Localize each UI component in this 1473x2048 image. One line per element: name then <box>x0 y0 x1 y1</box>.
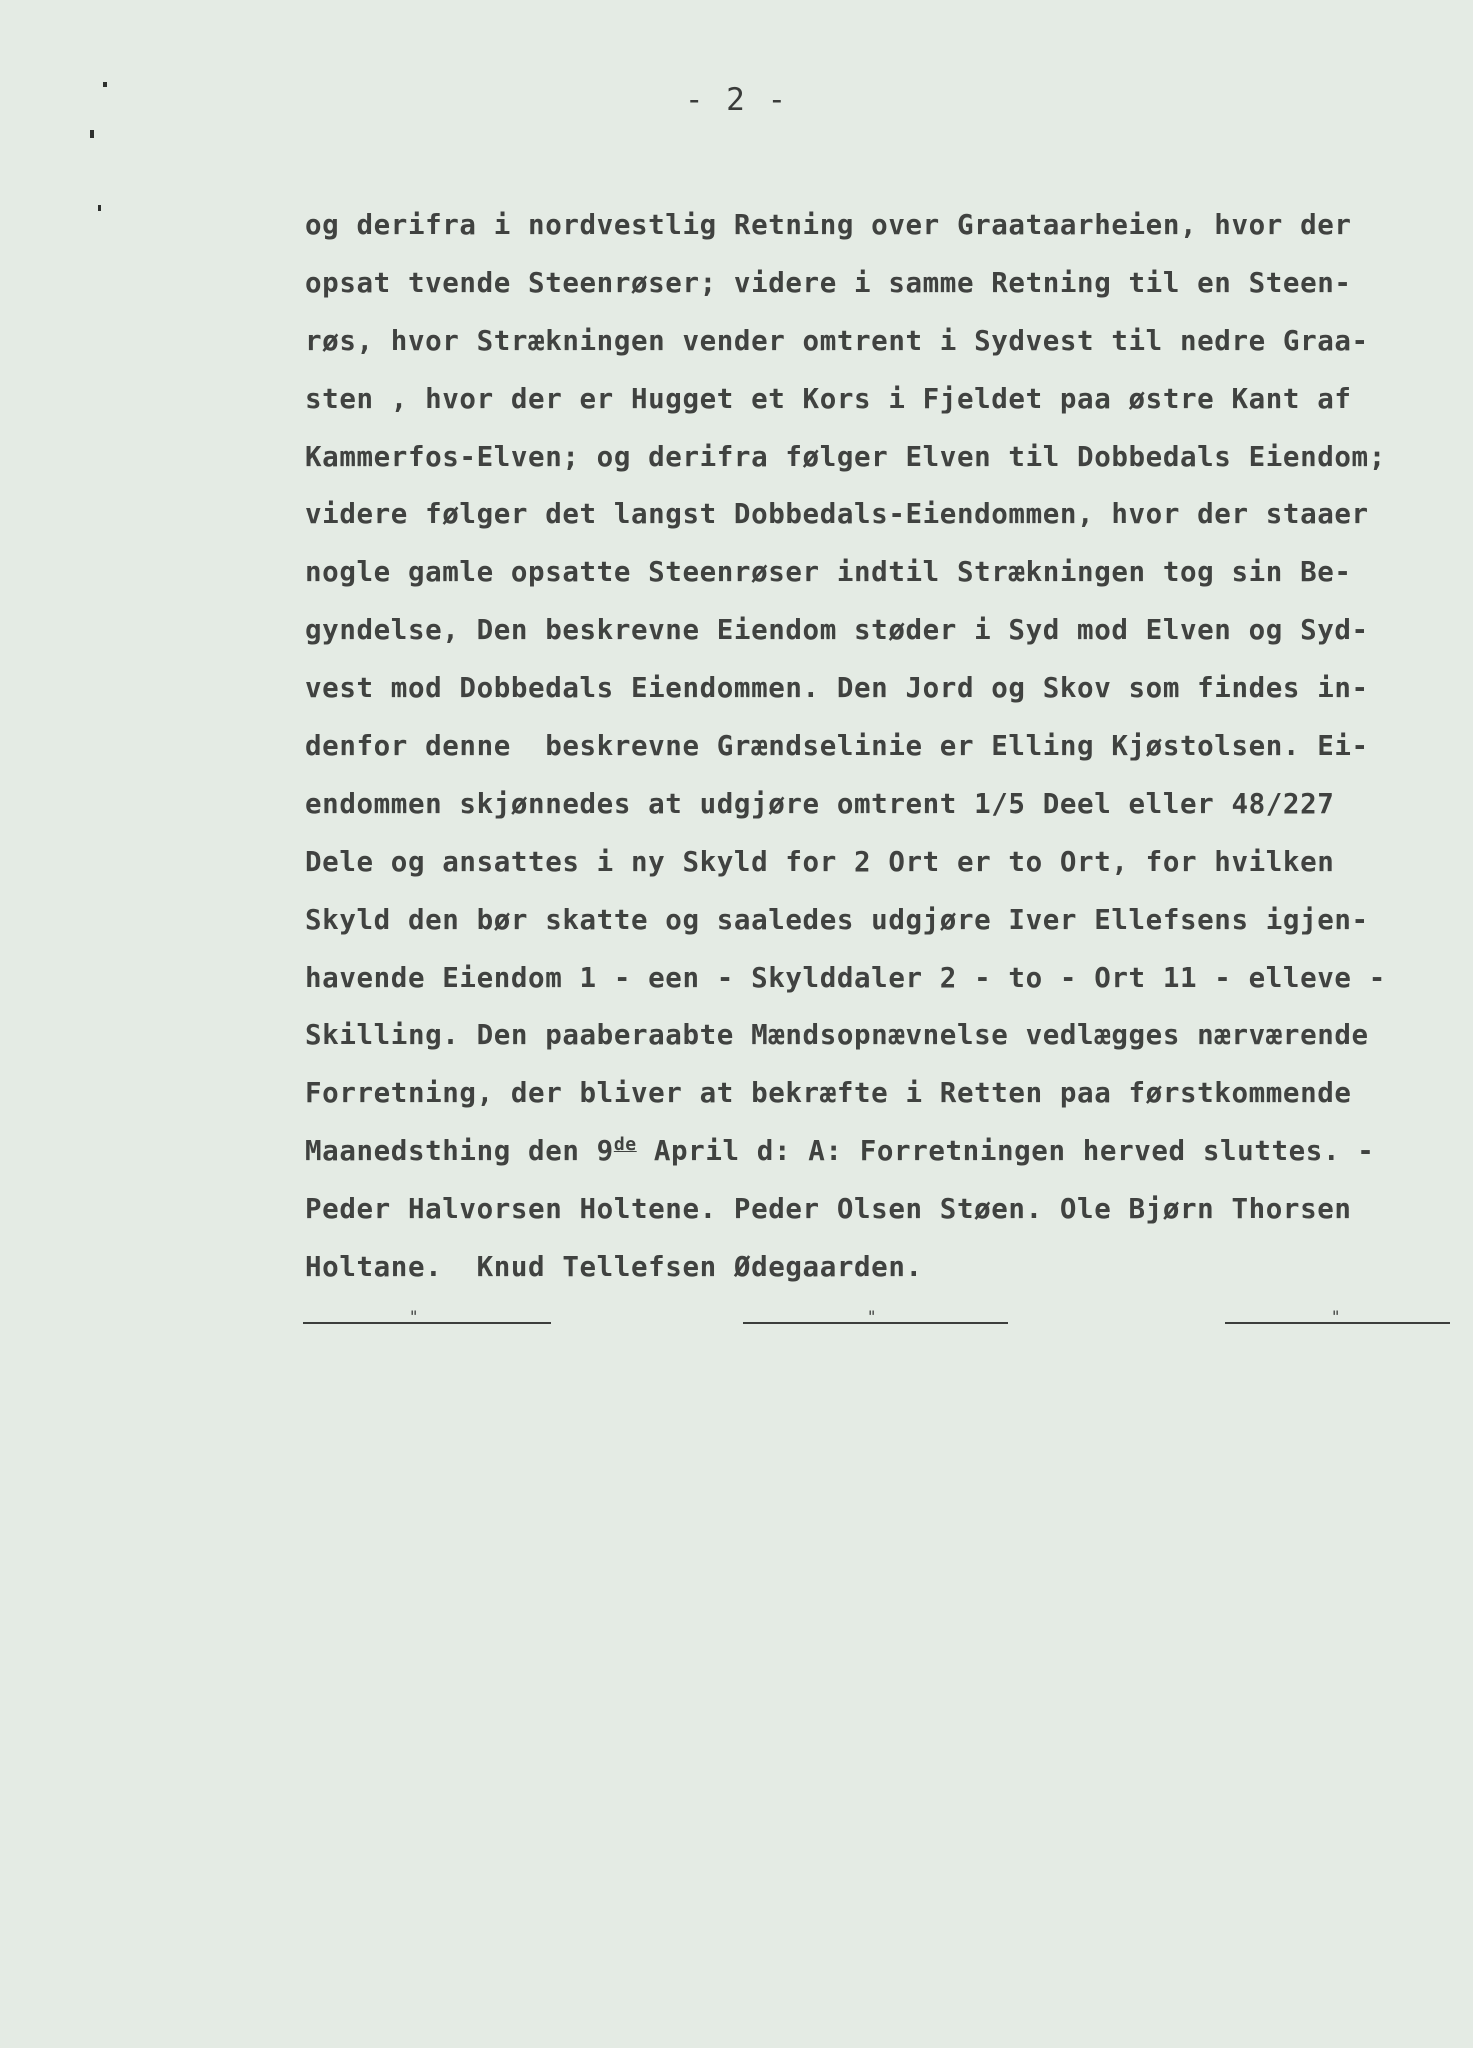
date-line <box>305 1123 1435 1181</box>
signature-mark-middle: " <box>868 1307 876 1326</box>
closing-line: Peder Halvorsen Holtene. Peder Olsen Støen. Ole Bjørn Thorsen <box>305 1193 1352 1226</box>
text-line: gyndelse, Den beskrevne Eiendom støder i Syd mod Elven og Syd- <box>305 614 1369 647</box>
text-line: opsat tvende Steenrøser; videre i samme Retning til en Steen- <box>305 266 1352 299</box>
text-line: og derifra i nordvestlig Retning over Graataarheien, hvor der <box>305 209 1352 241</box>
text-line: Kammerfos-Elven; og derifra følger Elven til Dobbedals Eiendom; <box>305 440 1386 473</box>
body-text <box>305 197 1435 1297</box>
text-line: denfor denne beskrevne Grændselinie er Elling Kjøstolsen. Ei- <box>305 730 1369 763</box>
signature-line-left <box>303 1322 551 1324</box>
margin-mark-3 <box>98 205 101 211</box>
signature-mark-right: " <box>1332 1307 1340 1326</box>
closing-line: Holtane. Knud Tellefsen Ødegaarden. <box>305 1251 923 1284</box>
signature-mark-left: " <box>410 1307 418 1326</box>
text-line: Skyld den bør skatte og saaledes udgjøre Iver Ellefsens igjen- <box>305 903 1369 936</box>
text-line: sten , hvor der er Hugget et Kors i Fjeldet paa østre Kant af <box>305 382 1352 415</box>
text-line: Skilling. Den paaberaabte Mændsopnævnelse vedlægges nærværende <box>305 1019 1369 1052</box>
date-superscript: de <box>613 1134 637 1156</box>
margin-mark-2 <box>90 130 94 138</box>
text-line: nogle gamle opsatte Steenrøser indtil Strækningen tog sin Be- <box>305 556 1352 589</box>
text-line: Forretning, der bliver at bekræfte i Retten paa førstkommende <box>305 1077 1352 1110</box>
text-line: videre følger det langst Dobbedals-Eiendommen, hvor der staaer <box>305 498 1369 531</box>
text-line: endommen skjønnedes at udgjøre omtrent 1/5 Deel eller 48/227 <box>305 787 1335 820</box>
text-line: Dele og ansattes i ny Skyld for 2 Ort er to Ort, for hvilken <box>305 845 1335 878</box>
page-number: - 2 - <box>684 82 789 118</box>
date-line-after: April d: A: Forretningen herved sluttes. - <box>636 1135 1375 1168</box>
text-line: vest mod Dobbedals Eiendommen. Den Jord og Skov som findes in- <box>305 672 1369 705</box>
text-line: havende Eiendom 1 - een - Skylddaler 2 - to - Ort 11 - elleve - <box>305 961 1386 994</box>
text-line: røs, hvor Strækningen vender omtrent i Sydvest til nedre Graa- <box>305 324 1369 357</box>
signature-line-middle <box>743 1322 1008 1324</box>
date-line-before: Maanedsthing den 9 <box>305 1135 614 1168</box>
